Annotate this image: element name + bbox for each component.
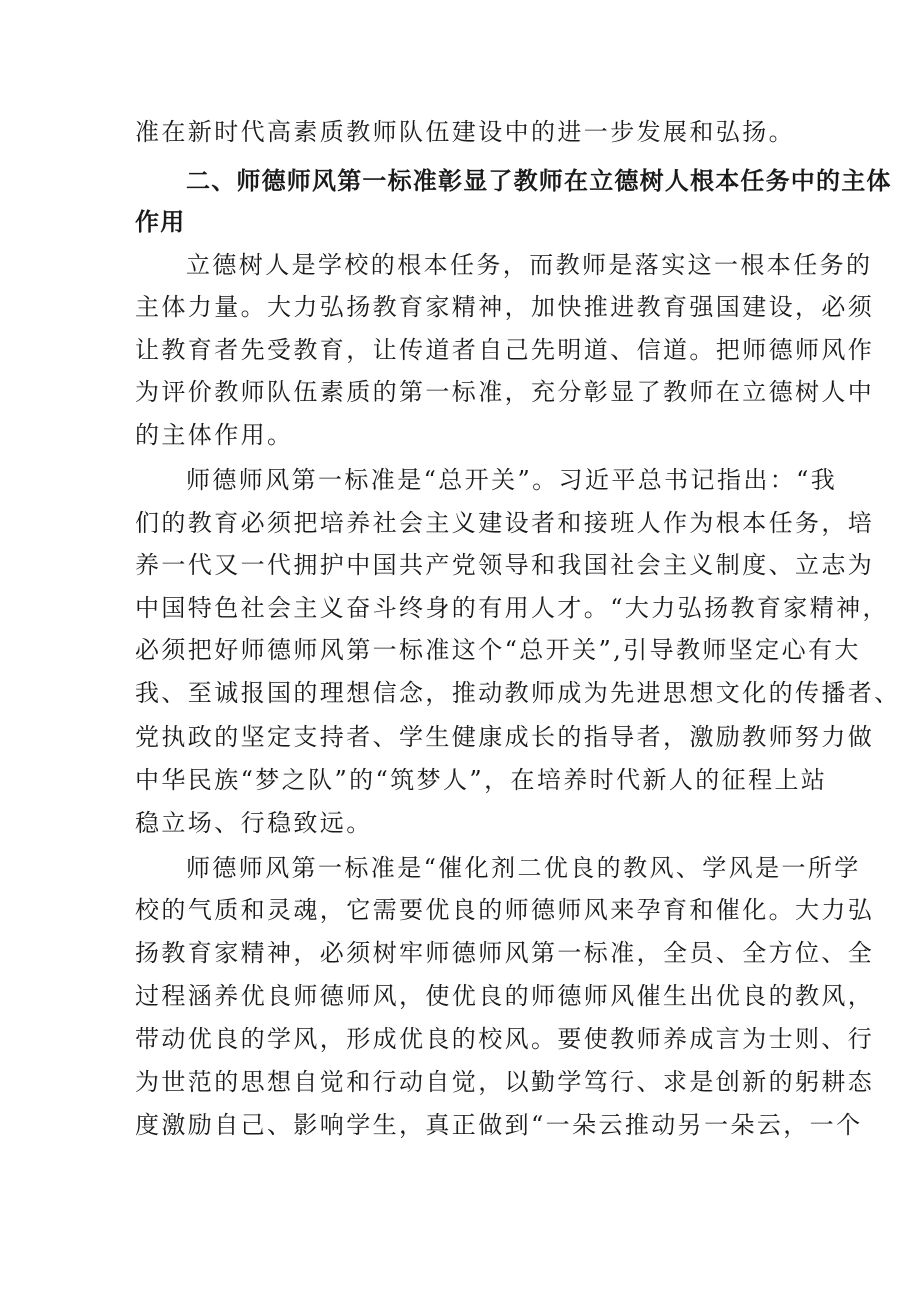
body-text-line: 的主体作用。 xyxy=(135,421,294,449)
section-heading-line: 二、师德师风第一标准彰显了教师在立德树人根本任务中的主体 xyxy=(186,167,892,195)
body-text-line: 带动优良的学风，形成优良的校风。要使教师养成言为士则、行 xyxy=(135,1025,875,1053)
body-text-line: 让教育者先受教育，让传道者自己先明道、信道。把师德师风作 xyxy=(135,336,875,364)
body-text-line: 们的教育必须把培养社会主义建设者和接班人作为根本任务，培 xyxy=(135,509,875,537)
body-text-line: 师德师风第一标准是“总开关”。习近平总书记指出：“我 xyxy=(186,466,838,494)
body-text-line: 为评价教师队伍素质的第一标准，充分彰显了教师在立德树人中 xyxy=(135,378,875,406)
body-text-line: 我、至诚报国的理想信念，推动教师成为先进思想文化的传播者、 xyxy=(135,679,901,707)
body-text-line: 立德树人是学校的根本任务，而教师是落实这一根本任务的 xyxy=(186,251,873,279)
body-text-line: 过程涵养优良师德师风，使优良的师德师风催生出优良的教风， xyxy=(135,982,875,1010)
section-heading-line: 作用 xyxy=(135,208,186,236)
body-text-line: 度激励自己、影响学生，真正做到“一朵云推动另一朵云，一个 xyxy=(135,1111,863,1139)
body-text-line: 养一代又一代拥护中国共产党领导和我国社会主义制度、立志为 xyxy=(135,551,875,579)
body-text-line: 为世范的思想自觉和行动自觉，以勤学笃行、求是创新的躬耕态 xyxy=(135,1068,875,1096)
body-text-line: 师德师风第一标准是“催化剂二优良的教风、学风是一所学 xyxy=(186,854,861,882)
body-text-line: 党执政的坚定支持者、学生健康成长的指导者，激励教师努力做 xyxy=(135,723,875,751)
body-text-line: 稳立场、行稳致远。 xyxy=(135,809,373,837)
body-text-line: 中华民族“梦之队”的“筑梦人”，在培养时代新人的征程上站 xyxy=(135,766,828,794)
body-text-line: 准在新时代高素质教师队伍建设中的进一步发展和弘扬。 xyxy=(135,118,795,146)
body-text-line: 校的气质和灵魂，它需要优良的师德师风来孕育和催化。大力弘 xyxy=(135,896,875,924)
body-text-line: 必须把好师德师风第一标准这个“总开关”,引导教师坚定心有大 xyxy=(135,636,861,664)
body-text-line: 主体力量。大力弘扬教育家精神，加快推进教育强国建设，必须 xyxy=(135,293,875,321)
body-text-line: 扬教育家精神，必须树牢师德师风第一标准，全员、全方位、全 xyxy=(135,939,875,967)
body-text-line: 中国特色社会主义奋斗终身的有用人才。“大力弘扬教育家精神， xyxy=(135,594,889,622)
